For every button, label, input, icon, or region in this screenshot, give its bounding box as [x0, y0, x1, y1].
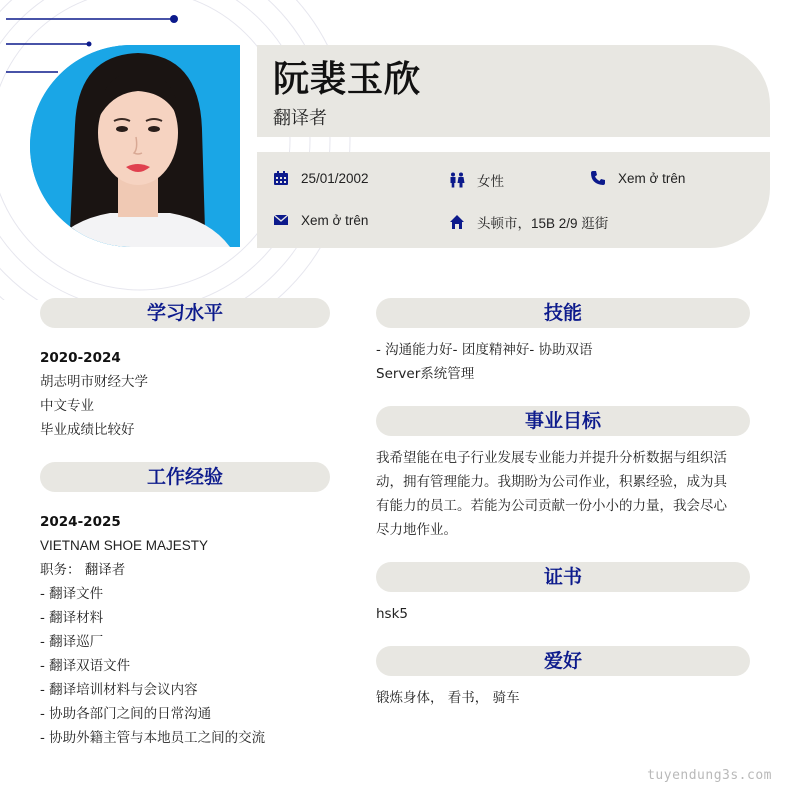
education-note: 毕业成绩比较好 — [40, 422, 135, 438]
email-item — [273, 212, 368, 228]
contact-panel — [257, 152, 770, 248]
job-title: 翻译者 — [273, 108, 327, 129]
email-value: Xem ở trên — [301, 212, 369, 228]
phone-item — [590, 170, 685, 186]
duty-item: - 翻译培训材料与会议内容 — [40, 682, 198, 698]
calendar-icon — [273, 170, 289, 186]
watermark: tuyendung3s.com — [647, 768, 772, 783]
education-heading: 学习水平 — [40, 298, 330, 328]
phone-icon — [590, 170, 606, 186]
candidate-name: 阮裴玉欣 — [273, 59, 422, 100]
skills-line: - 沟通能力好- 团度精神好- 协助双语 — [376, 342, 593, 358]
experience-heading: 工作经验 — [40, 462, 330, 492]
home-icon — [449, 214, 465, 230]
objective-heading: 事业目标 — [376, 406, 750, 436]
certificates-text: hsk5 — [376, 606, 408, 622]
duty-item: - 翻译文件 — [40, 586, 104, 602]
education-period: 2020-2024 — [40, 350, 121, 366]
birthday-item — [273, 170, 369, 186]
birthday-value: 25/01/2002 — [301, 170, 369, 186]
objective-line: 我希望能在电子行业发展专业能力并提升分析数据与组织活 — [376, 450, 727, 466]
skills-block — [376, 338, 593, 386]
address-item — [449, 212, 608, 232]
skills-heading: 技能 — [376, 298, 750, 328]
education-major: 中文专业 — [40, 398, 94, 414]
address-value: 头顿市，15B 2/9 逛街 — [477, 216, 609, 231]
gender-item — [449, 170, 504, 190]
education-school: 胡志明市财经大学 — [40, 374, 148, 390]
duty-item: - 协助各部门之间的日常沟通 — [40, 706, 212, 722]
experience-block — [40, 510, 265, 750]
education-block — [40, 346, 148, 442]
hobbies-text: 锻炼身体， 看书， 骑车 — [376, 690, 520, 706]
objective-text — [376, 446, 752, 542]
gender-icon — [449, 172, 465, 188]
email-icon — [273, 212, 289, 228]
experience-role: 职务： 翻译者 — [40, 562, 126, 578]
duty-item: - 翻译双语文件 — [40, 658, 131, 674]
objective-line: 尽力地作业。 — [376, 522, 457, 538]
phone-value: Xem ở trên — [618, 170, 686, 186]
gender-value: 女性 — [477, 174, 504, 189]
name-panel — [257, 45, 770, 137]
objective-line: 动，拥有管理能力。我期盼为公司作业，积累经验，成为具 — [376, 474, 727, 490]
objective-line: 有能力的员工。若能为公司贡献一份小小的力量，我会尽心 — [376, 498, 727, 514]
profile-photo — [30, 45, 240, 247]
skills-line: Server系统管理 — [376, 366, 475, 382]
duty-item: - 翻译巡厂 — [40, 634, 104, 650]
experience-period: 2024-2025 — [40, 514, 121, 530]
duty-item: - 协助外籍主管与本地员工之间的交流 — [40, 730, 266, 746]
hobbies-heading: 爱好 — [376, 646, 750, 676]
experience-company: VIETNAM SHOE MAJESTY — [40, 538, 209, 553]
duty-item: - 翻译材料 — [40, 610, 104, 626]
certificates-heading: 证书 — [376, 562, 750, 592]
